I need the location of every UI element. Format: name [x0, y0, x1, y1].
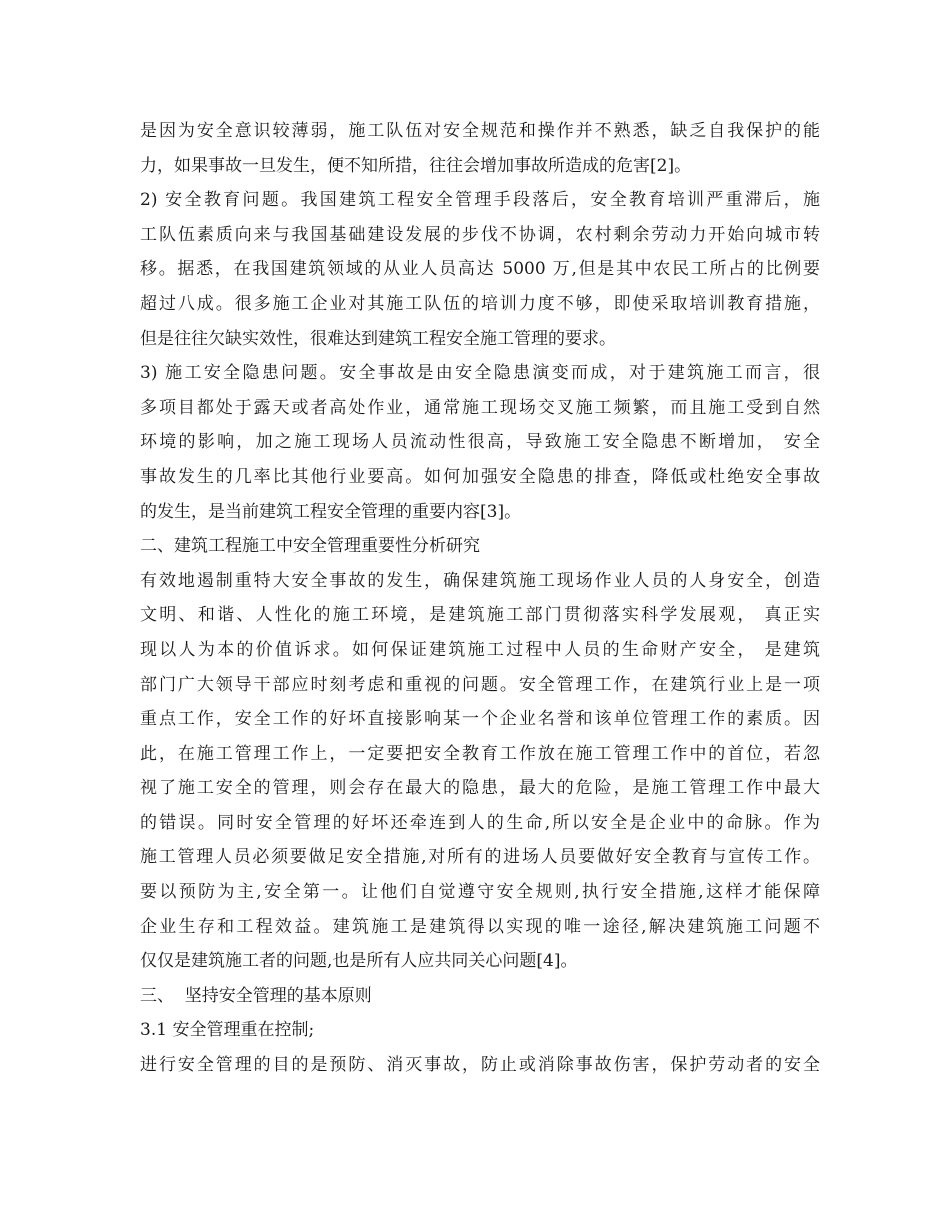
text-line: 二、建筑工程施工中安全管理重要性分析研究	[140, 536, 480, 557]
text-line: 文明、和谐、人性化的施工环境，是建筑施工部门贯彻落实科学发展观， 真正实	[140, 605, 820, 626]
text-line: 2) 安全教育问题。我国建筑工程安全管理手段落后，安全教育培训严重滞后，施	[140, 190, 820, 211]
text-line: 视了施工安全的管理，则会存在最大的隐患，最大的危险，是施工管理工作中最大	[140, 778, 820, 799]
text-line: 三、 坚持安全管理的基本原则	[140, 985, 372, 1006]
text-line: 此，在施工管理工作上，一定要把安全教育工作放在施工管理工作中的首位，若忽	[140, 743, 820, 764]
text-line: 企业生存和工程效益。建筑施工是建筑得以实现的唯一途径,解决建筑施工问题不	[140, 916, 820, 937]
text-line: 3.1 安全管理重在控制;	[140, 1020, 315, 1041]
text-line: 的发生，是当前建筑工程安全管理的重要内容[3]。	[140, 501, 522, 522]
text-line: 但是往往欠缺实效性，很难达到建筑工程安全施工管理的要求。	[140, 328, 616, 349]
text-line: 力，如果事故一旦发生，便不知所措，往往会增加事故所造成的危害[2]。	[140, 155, 692, 176]
text-line: 仅仅是建筑施工者的问题,也是所有人应共同关心问题[4]。	[140, 951, 578, 972]
text-line: 是因为安全意识较薄弱，施工队伍对安全规范和操作并不熟悉，缺乏自我保护的能	[140, 121, 820, 141]
text-line: 重点工作，安全工作的好坏直接影响某一个企业名誉和该单位管理工作的素质。因	[140, 709, 820, 730]
document-body	[140, 114, 820, 1083]
text-line: 现以人为本的价值诉求。如何保证建筑施工过程中人员的生命财产安全， 是建筑	[140, 639, 820, 660]
text-line: 进行安全管理的目的是预防、消灭事故，防止或消除事故伤害，保护劳动者的安全	[140, 1055, 820, 1076]
text-line: 多项目都处于露天或者高处作业，通常施工现场交叉施工频繁，而且施工受到自然	[140, 397, 820, 418]
text-line: 有效地遏制重特大安全事故的发生，确保建筑施工现场作业人员的人身安全，创造	[140, 570, 820, 591]
text-line: 环境的影响，加之施工现场人员流动性很高，导致施工安全隐患不断增加， 安全	[140, 432, 820, 453]
text-line: 3) 施工安全隐患问题。安全事故是由安全隐患演变而成，对于建筑施工而言，很	[140, 363, 820, 384]
text-line: 部门广大领导干部应时刻考虑和重视的问题。安全管理工作，在建筑行业上是一项	[140, 674, 820, 695]
text-line: 施工管理人员必须要做足安全措施,对所有的进场人员要做好安全教育与宣传工作。	[140, 847, 820, 868]
text-line: 移。据悉，在我国建筑领域的从业人员高达 5000 万,但是其中农民工所占的比例要	[140, 259, 820, 280]
text-line: 超过八成。很多施工企业对其施工队伍的培训力度不够，即使采取培训教育措施，	[140, 293, 820, 314]
text-line: 工队伍素质向来与我国基础建设发展的步伐不协调，农村剩余劳动力开始向城市转	[140, 224, 820, 245]
text-line: 的错误。同时安全管理的好坏还牵连到人的生命,所以安全是企业中的命脉。作为	[140, 812, 820, 833]
text-line: 事故发生的几率比其他行业要高。如何加强安全隐患的排查，降低或杜绝安全事故	[140, 466, 820, 487]
text-line: 要以预防为主,安全第一。让他们自觉遵守安全规则,执行安全措施,这样才能保障	[140, 882, 820, 903]
